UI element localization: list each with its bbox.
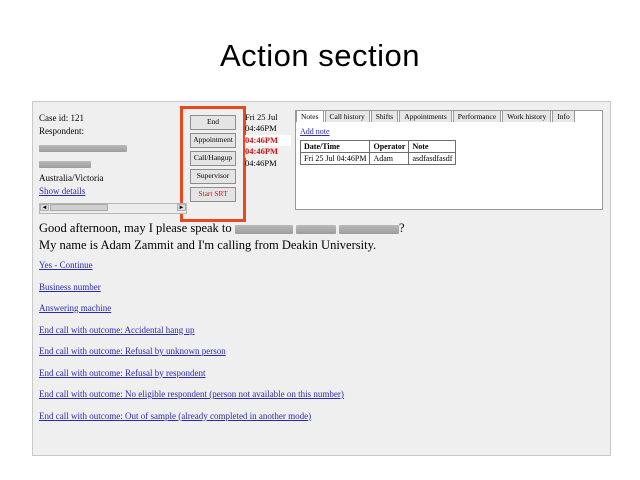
timestamp-entry: 04:46PM: [245, 157, 277, 168]
scroll-right-arrow-icon[interactable]: ►: [178, 205, 185, 211]
start-srt-button[interactable]: Start SRT: [190, 187, 236, 202]
page-title: Action section: [220, 38, 420, 73]
option-out-of-sample[interactable]: End call with outcome: Out of sample (already completed in another mode): [39, 410, 312, 421]
tab-call-history[interactable]: Call history: [325, 110, 370, 122]
option-accidental-hangup[interactable]: End call with outcome: Accidental hang up: [39, 324, 195, 335]
greeting-prefix: Good afternoon, may I please speak to: [39, 221, 232, 235]
table-header-row: [301, 141, 456, 153]
redaction-bar: [296, 225, 336, 234]
respondent-label: Respondent:: [39, 126, 84, 137]
redaction-bar: [39, 161, 91, 168]
greeting-suffix: ?: [399, 221, 405, 235]
column-header-datetime: Date/Time: [301, 141, 370, 153]
cell-operator: Adam: [370, 153, 409, 165]
call-hangup-button[interactable]: Call/Hangup: [190, 151, 236, 166]
tab-performance[interactable]: Performance: [453, 110, 501, 122]
timestamp-entry: Fri 25 Jul: [245, 112, 278, 122]
notes-panel: [295, 110, 603, 210]
call-info-block: [39, 112, 179, 198]
respondent-name-redacted: [39, 141, 179, 154]
cell-datetime: Fri 25 Jul 04:46PM: [301, 153, 370, 165]
option-yes-continue[interactable]: Yes - Continue: [39, 260, 93, 270]
tab-work-history[interactable]: Work history: [502, 110, 551, 122]
appointment-button[interactable]: Appointment: [190, 133, 236, 148]
tab-appointments[interactable]: Appointments: [399, 110, 452, 122]
timestamp-column: [245, 112, 291, 169]
add-note-link[interactable]: Add note: [300, 127, 330, 136]
cell-note: asdfasdfasdf: [409, 153, 456, 165]
scroll-left-arrow-icon[interactable]: ◄: [41, 205, 48, 211]
script-text-block: [39, 220, 599, 254]
option-answering-machine[interactable]: Answering machine: [39, 303, 112, 313]
column-header-operator: Operator: [370, 141, 409, 153]
redaction-bar: [235, 225, 293, 234]
column-header-note: Note: [409, 141, 456, 153]
case-id-label: Case id:: [39, 113, 69, 123]
option-refusal-unknown-person[interactable]: End call with outcome: Refusal by unknown person: [39, 346, 226, 356]
greeting-line-2: My name is Adam Zammit and I'm calling from Deakin University.: [39, 237, 377, 252]
horizontal-scrollbar[interactable]: [39, 203, 187, 214]
redaction-bar: [339, 225, 399, 234]
show-details-link-row: [39, 185, 179, 198]
respondent-phone-redacted: [39, 157, 179, 170]
show-details-link[interactable]: Show details: [39, 186, 86, 197]
option-no-eligible-respondent[interactable]: End call with outcome: No eligible respondent (person not available on this number): [39, 389, 344, 399]
option-refusal-respondent[interactable]: End call with outcome: Refusal by respondent: [39, 367, 206, 378]
case-id-line: [39, 112, 179, 125]
option-business-number[interactable]: Business number: [39, 281, 101, 292]
location-line: Australia/Victoria: [39, 173, 104, 184]
redaction-bar: [39, 145, 127, 152]
supervisor-button[interactable]: Supervisor: [190, 169, 236, 184]
end-button[interactable]: End: [190, 115, 236, 130]
tab-notes[interactable]: Notes: [296, 110, 324, 122]
tab-info[interactable]: Info: [552, 110, 575, 122]
timestamp-entry-highlighted: 04:46PM: [245, 146, 291, 157]
case-id-value: 121: [70, 113, 84, 123]
tab-shifts[interactable]: Shifts: [371, 110, 399, 122]
tab-bar: [296, 110, 602, 123]
script-options-list: [39, 260, 599, 432]
greeting-line-1: [39, 220, 599, 237]
scrollbar-thumb[interactable]: [50, 204, 108, 211]
notes-table: [300, 140, 456, 165]
action-section-highlight: [180, 106, 246, 222]
timestamp-entry: 04:46PM: [245, 123, 277, 134]
table-row: [301, 153, 456, 165]
timestamp-entry-highlighted: 04:46PM: [245, 135, 291, 146]
app-screenshot: [32, 101, 611, 456]
